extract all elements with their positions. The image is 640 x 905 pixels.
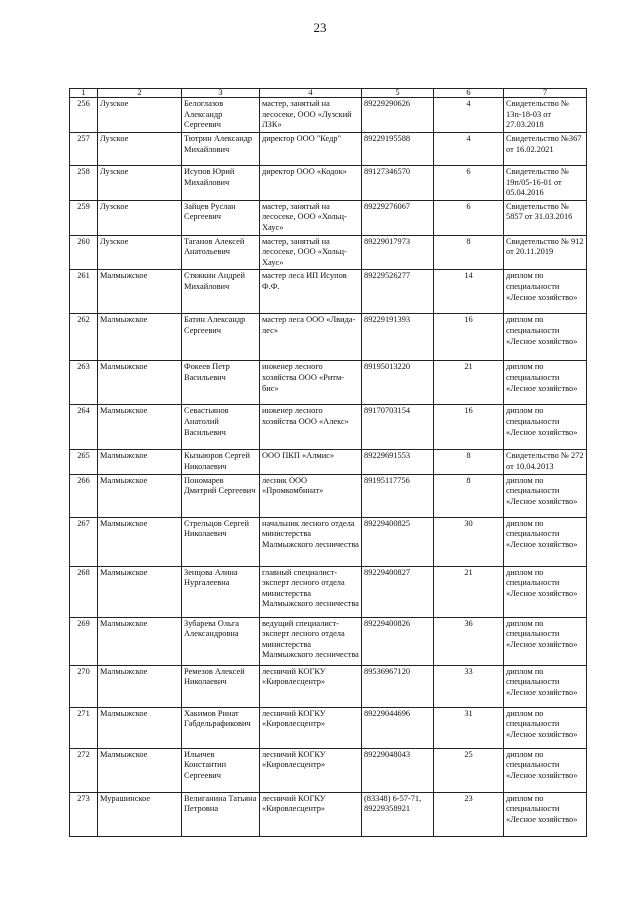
phone-cell: 89229400825 [362,517,434,566]
row-number-cell: 260 [70,235,98,270]
table-row [70,133,587,166]
full-name-cell: Хакимов Ринат Габдельрафикович [182,707,260,748]
district-cell: Лузское [98,235,182,270]
position-cell: мастер, занятый на лесосеке, ООО «Лузский ЛЗК» [260,98,362,133]
row-number-cell: 259 [70,200,98,235]
position-cell: мастер, занятый на лесосеке, ООО «Хольц-Хаус» [260,200,362,235]
document-cell: диплом по специальности «Лесное хозяйство» [504,617,587,665]
full-name-cell: Велиганина Татьяна Петровна [182,792,260,836]
position-cell: ведущий специалист-эксперт лесного отдела министерства Малмыжского лесничества [260,617,362,665]
table-row [70,566,587,617]
district-cell: Малмыжское [98,748,182,792]
district-cell: Малмыжское [98,450,182,474]
position-cell: лесничий КОГКУ «Кировлесцентр» [260,748,362,792]
document-cell: Свидетельство № 13п-18-03 от 27.03.2018 [504,98,587,133]
table-row [70,450,587,474]
column-header: 1 [70,89,98,98]
district-cell: Малмыжское [98,665,182,707]
row-number-cell: 264 [70,405,98,450]
experience-cell: 6 [434,200,504,235]
experience-cell: 36 [434,617,504,665]
document-cell: диплом по специальности «Лесное хозяйство» [504,517,587,566]
table-row [70,617,587,665]
district-cell: Малмыжское [98,617,182,665]
table-row [70,235,587,270]
position-cell: начальник лесного отдела министерства Малмыжского лесничества [260,517,362,566]
table-row [70,270,587,314]
document-cell: Свидетельство №367 от 16.02.2021 [504,133,587,166]
table-row [70,314,587,361]
table-row [70,166,587,201]
district-cell: Малмыжское [98,361,182,405]
full-name-cell: Стрельцов Сергей Николаевич [182,517,260,566]
district-cell: Малмыжское [98,474,182,517]
phone-cell: 89229276067 [362,200,434,235]
row-number-cell: 258 [70,166,98,201]
table-row [70,98,587,133]
phone-cell: 89229400826 [362,617,434,665]
experience-cell: 31 [434,707,504,748]
full-name-cell: Ильичев Константин Сергеевич [182,748,260,792]
table-row [70,792,587,836]
phone-cell: 89229400827 [362,566,434,617]
position-cell: инженер лесного хозяйства ООО «Ритм-бис» [260,361,362,405]
experience-cell: 14 [434,270,504,314]
district-cell: Малмыжское [98,566,182,617]
experience-cell: 6 [434,166,504,201]
row-number-cell: 263 [70,361,98,405]
specialist-registry-table [69,88,587,837]
row-number-cell: 273 [70,792,98,836]
table-row [70,665,587,707]
row-number-cell: 268 [70,566,98,617]
district-cell: Лузское [98,98,182,133]
phone-cell: 89170703154 [362,405,434,450]
position-cell: мастер леса ООО «Лвида-лес» [260,314,362,361]
district-cell: Лузское [98,200,182,235]
row-number-cell: 267 [70,517,98,566]
document-cell: диплом по специальности «Лесное хозяйство» [504,665,587,707]
row-number-cell: 272 [70,748,98,792]
full-name-cell: Батин Александр Сергеевич [182,314,260,361]
row-number-cell: 269 [70,617,98,665]
full-name-cell: Севастьянов Анатолий Васильевич [182,405,260,450]
position-cell: лесничий КОГКУ «Кировлесцентр» [260,665,362,707]
table-row [70,707,587,748]
table-body [70,98,587,837]
phone-cell: 89195117756 [362,474,434,517]
district-cell: Малмыжское [98,517,182,566]
experience-cell: 30 [434,517,504,566]
experience-cell: 8 [434,235,504,270]
full-name-cell: Зенцова Алина Нургалеевна [182,566,260,617]
position-cell: мастер, занятый на лесосеке, ООО «Хольц-Хаус» [260,235,362,270]
experience-cell: 16 [434,314,504,361]
district-cell: Малмыжское [98,314,182,361]
row-number-cell: 262 [70,314,98,361]
document-cell: диплом по специальности «Лесное хозяйство» [504,314,587,361]
experience-cell: 25 [434,748,504,792]
column-number-row [70,89,587,98]
experience-cell: 4 [434,133,504,166]
row-number-cell: 271 [70,707,98,748]
position-cell: лесник ООО «Промкомбинат» [260,474,362,517]
position-cell: инженер лесного хозяйства ООО «Алекс» [260,405,362,450]
district-cell: Малмыжское [98,405,182,450]
table-row [70,405,587,450]
phone-cell: 89229526277 [362,270,434,314]
full-name-cell: Пономарев Дмитрий Сергеевич [182,474,260,517]
district-cell: Малмыжское [98,270,182,314]
document-cell: Свидетельство № 912 от 20.11.2019 [504,235,587,270]
document-cell: диплом по специальности «Лесное хозяйство» [504,748,587,792]
full-name-cell: Фокеев Петр Васильевич [182,361,260,405]
table-row [70,748,587,792]
document-cell: Свидетельство № 19п/05-16-01 от 05.04.2016 [504,166,587,201]
full-name-cell: Зубарева Ольга Александровна [182,617,260,665]
phone-cell: 89229017973 [362,235,434,270]
table-row [70,361,587,405]
experience-cell: 33 [434,665,504,707]
district-cell: Мурашинское [98,792,182,836]
full-name-cell: Зайцев Руслан Сергеевич [182,200,260,235]
row-number-cell: 270 [70,665,98,707]
phone-cell: 89229691553 [362,450,434,474]
document-cell: Свидетельство № 272 от 10.04.2013 [504,450,587,474]
district-cell: Лузское [98,166,182,201]
position-cell: главный специалист-эксперт лесного отдела министерства Малмыжского лесничества [260,566,362,617]
document-cell: Свидетельство № 5857 от 31.03.2016 [504,200,587,235]
experience-cell: 21 [434,566,504,617]
experience-cell: 4 [434,98,504,133]
row-number-cell: 256 [70,98,98,133]
position-cell: директор ООО "Кедр" [260,133,362,166]
experience-cell: 8 [434,474,504,517]
row-number-cell: 265 [70,450,98,474]
phone-cell: 89229191393 [362,314,434,361]
district-cell: Малмыжское [98,707,182,748]
experience-cell: 21 [434,361,504,405]
column-header: 7 [504,89,587,98]
column-header: 6 [434,89,504,98]
experience-cell: 23 [434,792,504,836]
document-cell: диплом по специальности «Лесное хозяйство» [504,566,587,617]
row-number-cell: 266 [70,474,98,517]
table-row [70,474,587,517]
phone-cell: 89229290626 [362,98,434,133]
column-header: 2 [98,89,182,98]
phone-cell: 89229044696 [362,707,434,748]
position-cell: ООО ПКП «Алмис» [260,450,362,474]
full-name-cell: Кызыюров Сергей Николаевич [182,450,260,474]
row-number-cell: 261 [70,270,98,314]
full-name-cell: Таганов Алексей Анатольевич [182,235,260,270]
full-name-cell: Ремезов Алексей Николаевич [182,665,260,707]
phone-cell: 89536967120 [362,665,434,707]
column-header: 5 [362,89,434,98]
district-cell: Лузское [98,133,182,166]
full-name-cell: Тютрин Александр Михайлович [182,133,260,166]
phone-cell: 89127346570 [362,166,434,201]
phone-cell: 89195013220 [362,361,434,405]
full-name-cell: Белоглазов Александр Сергеевич [182,98,260,133]
full-name-cell: Стяжкин Андрей Михайлович [182,270,260,314]
document-cell: диплом по специальности «Лесное хозяйство» [504,707,587,748]
position-cell: лесничий КОГКУ «Кировлесцентр» [260,707,362,748]
column-header: 3 [182,89,260,98]
position-cell: мастер леса ИП Исупов Ф.Ф. [260,270,362,314]
document-cell: диплом по специальности «Лесное хозяйство» [504,361,587,405]
document-cell: диплом по специальности «Лесное хозяйство» [504,270,587,314]
page-number: 23 [313,20,327,35]
table-row [70,517,587,566]
position-cell: лесничий КОГКУ «Кировлесцентр» [260,792,362,836]
position-cell: директор ООО «Кодок» [260,166,362,201]
column-header: 4 [260,89,362,98]
full-name-cell: Исупов Юрий Михайлович [182,166,260,201]
document-cell: диплом по специальности «Лесное хозяйство» [504,474,587,517]
phone-cell: 89229195588 [362,133,434,166]
table-row [70,200,587,235]
experience-cell: 8 [434,450,504,474]
row-number-cell: 257 [70,133,98,166]
document-cell: диплом по специальности «Лесное хозяйство» [504,405,587,450]
phone-cell: (83348) 6-57-71, 89229358921 [362,792,434,836]
phone-cell: 89229048043 [362,748,434,792]
experience-cell: 16 [434,405,504,450]
document-cell: диплом по специальности «Лесное хозяйство» [504,792,587,836]
